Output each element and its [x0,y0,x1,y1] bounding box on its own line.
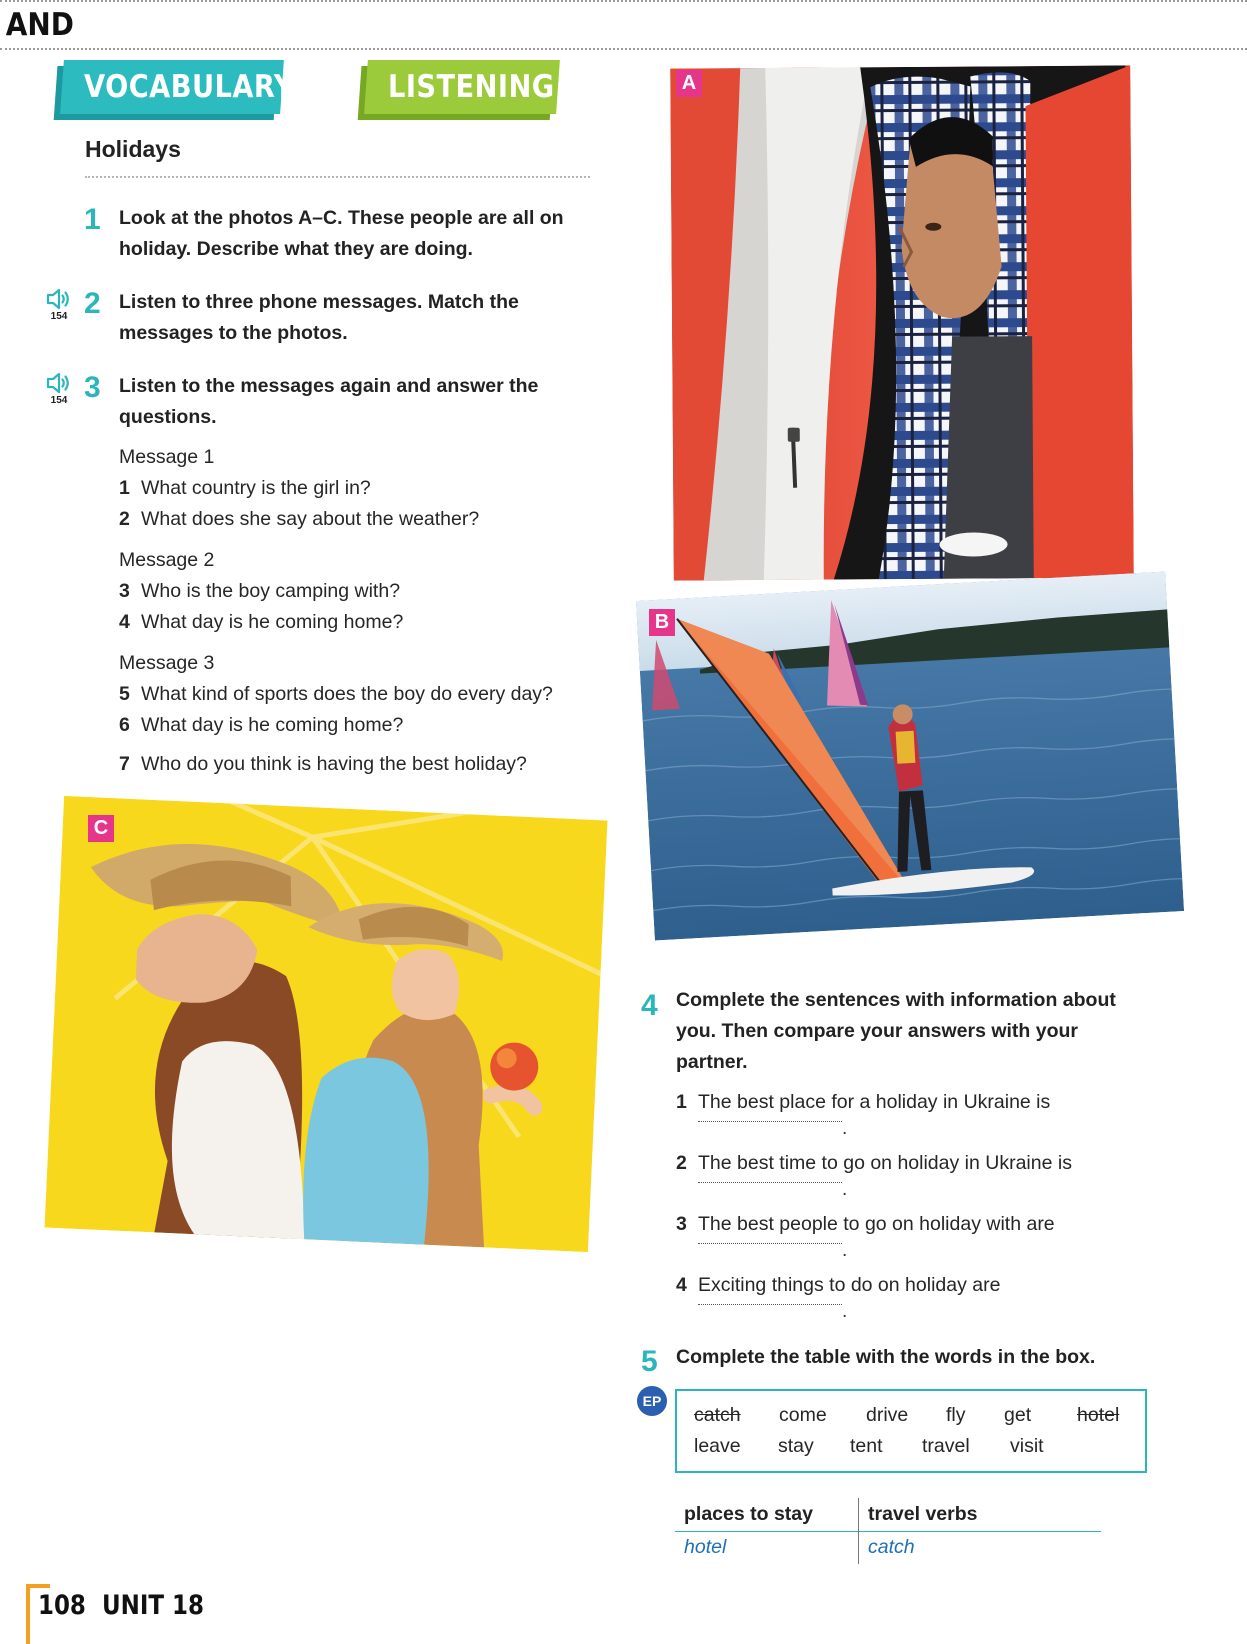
question-row: 2 What does she say about the weather? [119,508,480,530]
exercise-1-number: 1 [84,203,101,236]
audio-track-154-button-2[interactable] [42,372,76,406]
message-heading: Message 2 [119,549,215,571]
word-drive: drive [866,1404,909,1426]
answer-blank[interactable] [698,1182,842,1183]
photo-b-label: B [649,609,675,636]
message-2-group [119,545,403,638]
exercise-4-instruction: Complete the sentences with information about you. Then compare your answers with your partner. [676,989,1116,1073]
word-get: get [1004,1404,1032,1426]
audio-track-number: 154 [50,311,68,322]
word-catch: catch [694,1404,741,1426]
vocabulary-tag: VOCABULARY [60,60,284,114]
listening-tag: LISTENING [364,60,560,114]
message-3-group [119,648,553,741]
subtitle-divider [85,176,590,178]
girls-with-hats-illustration [44,796,607,1252]
and-word: AND [0,0,1247,50]
word-fly: fly [946,1404,966,1426]
photo-c-beach-girls [44,796,607,1252]
table-cell-example-hotel: hotel [684,1536,727,1558]
table-header-divider [675,1531,1101,1532]
word-hotel: hotel [1077,1404,1120,1426]
question-row: 6 What day is he coming home? [119,714,404,736]
unit-label: UNIT 18 [102,1590,204,1621]
audio-track-154-button[interactable] [42,288,76,322]
ep-badge[interactable]: EP [637,1386,667,1416]
sentence-item: 4 Exciting things to do on holiday are [676,1274,1001,1296]
word-visit: visit [1010,1435,1044,1457]
answer-blank[interactable] [698,1304,842,1305]
speaker-icon [46,288,72,310]
message-heading: Message 1 [119,446,215,468]
sentence-item: 3 The best people to go on holiday with are [676,1213,1055,1235]
word-box [675,1389,1147,1473]
exercise-2-number: 2 [84,287,101,320]
word-stay: stay [778,1435,814,1457]
message-heading: Message 3 [119,652,215,674]
sentence-period: . [842,1118,848,1139]
question-row: 5 What kind of sports does the boy do every day? [119,683,553,705]
camping-tent-illustration [670,65,1134,580]
table-column-divider [858,1498,859,1564]
sentence-period: . [842,1240,848,1261]
table-header-travel-verbs: travel verbs [868,1503,978,1525]
exercise-3-instruction: Listen to the messages again and answer the questions. [119,375,539,428]
final-question: 7 Who do you think is having the best holiday? [119,753,527,775]
photo-a-camping [670,65,1134,580]
sentence-item: 1 The best place for a holiday in Ukraine is [676,1091,1051,1113]
footer-accent-bar [26,1584,30,1644]
answer-blank[interactable] [698,1243,842,1244]
question-row: 3 Who is the boy camping with? [119,580,401,602]
exercise-5-instruction: Complete the table with the words in the box. [676,1346,1096,1368]
exercise-4-number: 4 [641,989,658,1022]
word-leave: leave [694,1435,741,1457]
section-subtitle: Holidays [85,136,181,162]
sentence-item: 2 The best time to go on holiday in Ukraine is [676,1152,1072,1174]
question-row: 1 What country is the girl in? [119,477,371,499]
message-1-group [119,442,479,535]
exercise-2-instruction: Listen to three phone messages. Match the messages to the photos. [119,291,519,344]
word-tent: tent [850,1435,883,1457]
exercise-5-number: 5 [641,1345,658,1378]
photo-b-windsurfing [636,571,1184,940]
audio-track-number: 154 [50,395,68,406]
word-come: come [779,1404,827,1426]
photo-c-label: C [88,815,114,842]
speaker-icon [46,372,72,394]
photo-a-label: A [676,70,702,97]
windsurfing-illustration [636,571,1184,940]
answer-blank[interactable] [698,1121,842,1122]
sentence-period: . [842,1301,848,1322]
question-row: 4 What day is he coming home? [119,611,404,633]
exercise-1-instruction: Look at the photos A–C. These people are all on holiday. Describe what they are doing. [119,207,564,260]
footer-accent-bar-top [26,1584,50,1588]
exercise-3-number: 3 [84,371,101,404]
page-number: 108 [38,1590,86,1621]
sentence-period: . [842,1179,848,1200]
table-header-places-to-stay: places to stay [684,1503,813,1525]
table-cell-example-catch: catch [868,1536,915,1558]
word-travel: travel [922,1435,970,1457]
